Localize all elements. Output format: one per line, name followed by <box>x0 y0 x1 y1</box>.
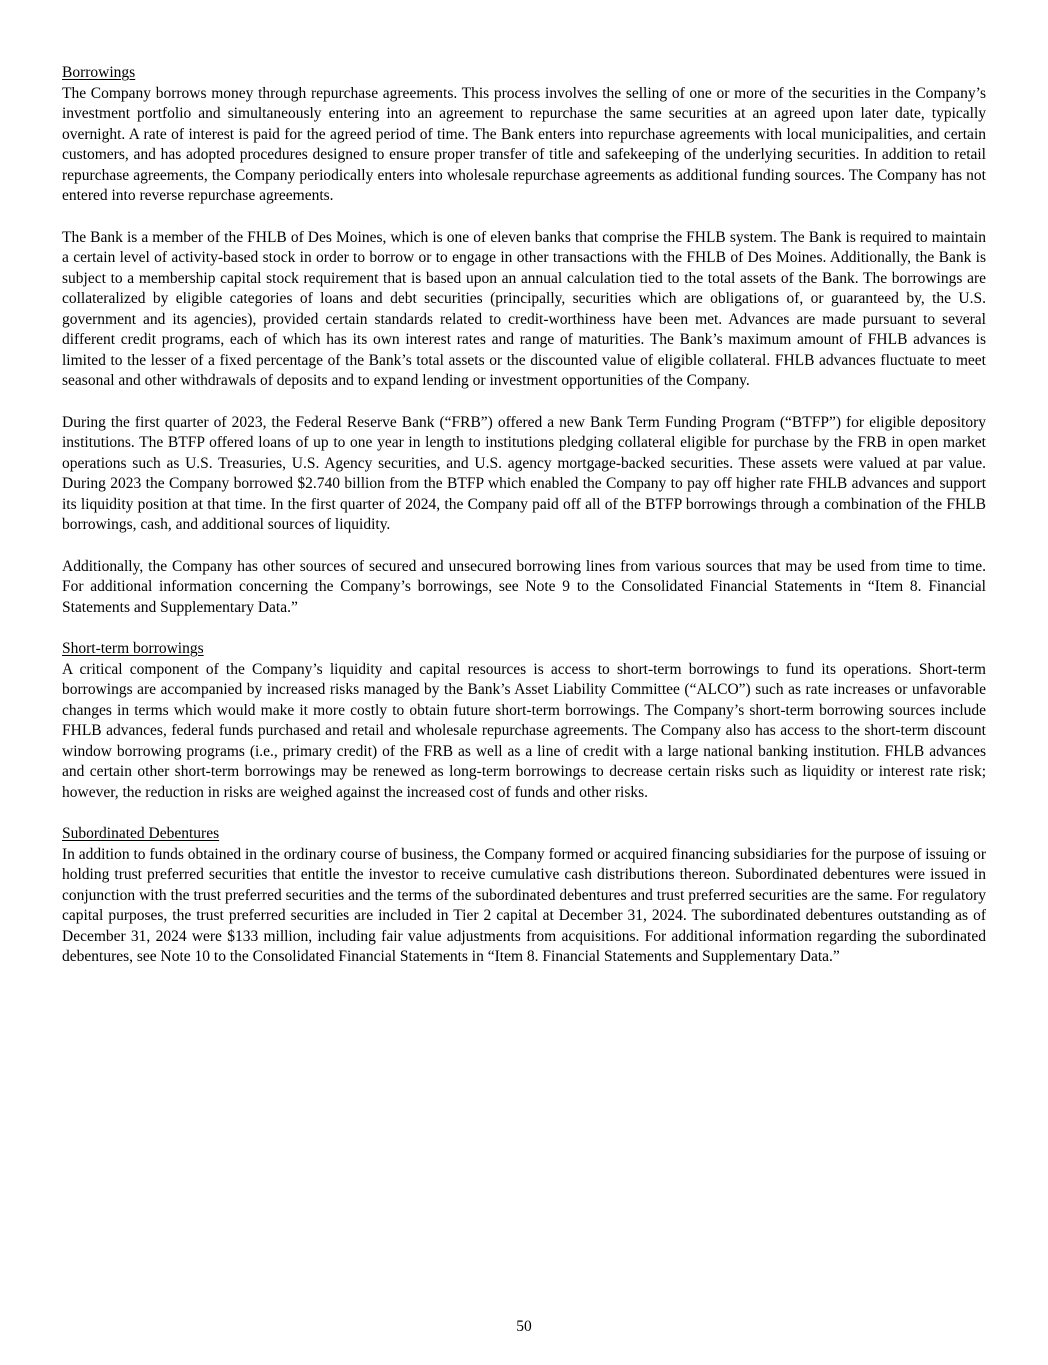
section-subordinated-debentures <box>62 824 986 968</box>
section-heading-subordinated-debentures: Subordinated Debentures <box>62 825 220 842</box>
section-heading-short-term-borrowings: Short-term borrowings <box>62 640 204 657</box>
paragraph-other-borrowing-sources: Additionally, the Company has other sources of secured and unsecured borrowing lines from various sources that may be used from time to time. For additional information concerning the Company’s borrowings, see Note 9 to the Consolidated Financial Statements in “Item 8. Financial Statements and Supplementary Data.” <box>62 557 986 616</box>
paragraph-fhlb-membership: The Bank is a member of the FHLB of Des Moines, which is one of eleven banks that comprise the FHLB system. The Bank is required to maintain a certain level of activity-based stock in order to borrow or to engage in other transactions with the FHLB of Des Moines. Additionally, the Bank is subject to a membership capital stock requirement that is based upon an annual calculation tied to the total assets of the Bank. The borrowings are collateralized by eligible categories of loans and debt securities (principally, securities which are obligations of, or guaranteed by, the U.S. government and its agencies), provided certain standards related to credit-worthiness have been met. Advances are made pursuant to several different credit programs, each of which has its own interest rates and range of maturities. The Bank’s maximum amount of FHLB advances is limited to the lesser of a fixed percentage of the Bank’s total assets or the discounted value of eligible collateral. FHLB advances fluctuate to meet seasonal and other withdrawals of deposits and to expand lending or investment opportunities of the Company. <box>62 228 986 389</box>
paragraph-btfp-program: During the first quarter of 2023, the Federal Reserve Bank (“FRB”) offered a new Bank Term Funding Program (“BTFP”) for eligible depository institutions. The BTFP offered loans of up to one year in length to institutions pledging collateral eligible for purchase by the FRB in open market operations such as U.S. Treasuries, U.S. Agency securities, and U.S. agency mortgage-backed securities. These assets were valued at par value. During 2023 the Company borrowed $2.740 billion from the BTFP which enabled the Company to pay off higher rate FHLB advances and support its liquidity position at that time. In the first quarter of 2024, the Company paid off all of the BTFP borrowings through a combination of the FHLB borrowings, cash, and additional sources of liquidity. <box>62 413 986 533</box>
paragraph-repurchase-agreements: The Company borrows money through repurchase agreements. This process involves the selling of one or more of the securities in the Company’s investment portfolio and simultaneously entering into an agreement to repurchase the same securities at an agreed upon later date, typically overnight. A rate of interest is paid for the agreed period of time. The Bank enters into repurchase agreements with local municipalities, and certain customers, and has adopted procedures designed to ensure proper transfer of title and safekeeping of the underlying securities. In addition to retail repurchase agreements, the Company periodically enters into wholesale repurchase agreements as additional funding sources. The Company has not entered into reverse repurchase agreements. <box>62 84 986 204</box>
section-heading-borrowings: Borrowings <box>62 64 136 81</box>
section-short-term-borrowings <box>62 639 986 803</box>
paragraph-subordinated-debentures: In addition to funds obtained in the ordinary course of business, the Company formed or acquired financing subsidiaries for the purpose of issuing or holding trust preferred securities that entitle the investor to receive cumulative cash distributions thereon. Subordinated debentures were issued in conjunction with the trust preferred securities and the terms of the subordinated debentures and trust preferred securities are the same. For regulatory capital purposes, the trust preferred securities are included in Tier 2 capital at December 31, 2024. The subordinated debentures outstanding as of December 31, 2024 were $133 million, including fair value adjustments from acquisitions. For additional information regarding the subordinated debentures, see Note 10 to the Consolidated Financial Statements in “Item 8. Financial Statements and Supplementary Data.” <box>62 845 986 965</box>
section-borrowings <box>62 63 986 618</box>
page-number: 50 <box>516 1318 532 1335</box>
paragraph-short-term-borrowings: A critical component of the Company’s liquidity and capital resources is access to short-term borrowings to fund its operations. Short-term borrowings are accompanied by increased risks managed by the Bank’s Asset Liability Committee (“ALCO”) such as rate increases or unfavorable changes in terms which would make it more costly to obtain future short-term borrowings. The Company’s short-term borrowing sources include FHLB advances, federal funds purchased and retail and wholesale repurchase agreements. The Company also has access to the short-term discount window borrowing programs (i.e., primary credit) of the FRB as well as a line of credit with a large national banking institution. FHLB advances and certain other short-term borrowings may be renewed as long-term borrowings to decrease certain risks such as liquidity or interest rate risk; however, the reduction in risks are weighed against the increased cost of funds and other risks. <box>62 660 986 801</box>
